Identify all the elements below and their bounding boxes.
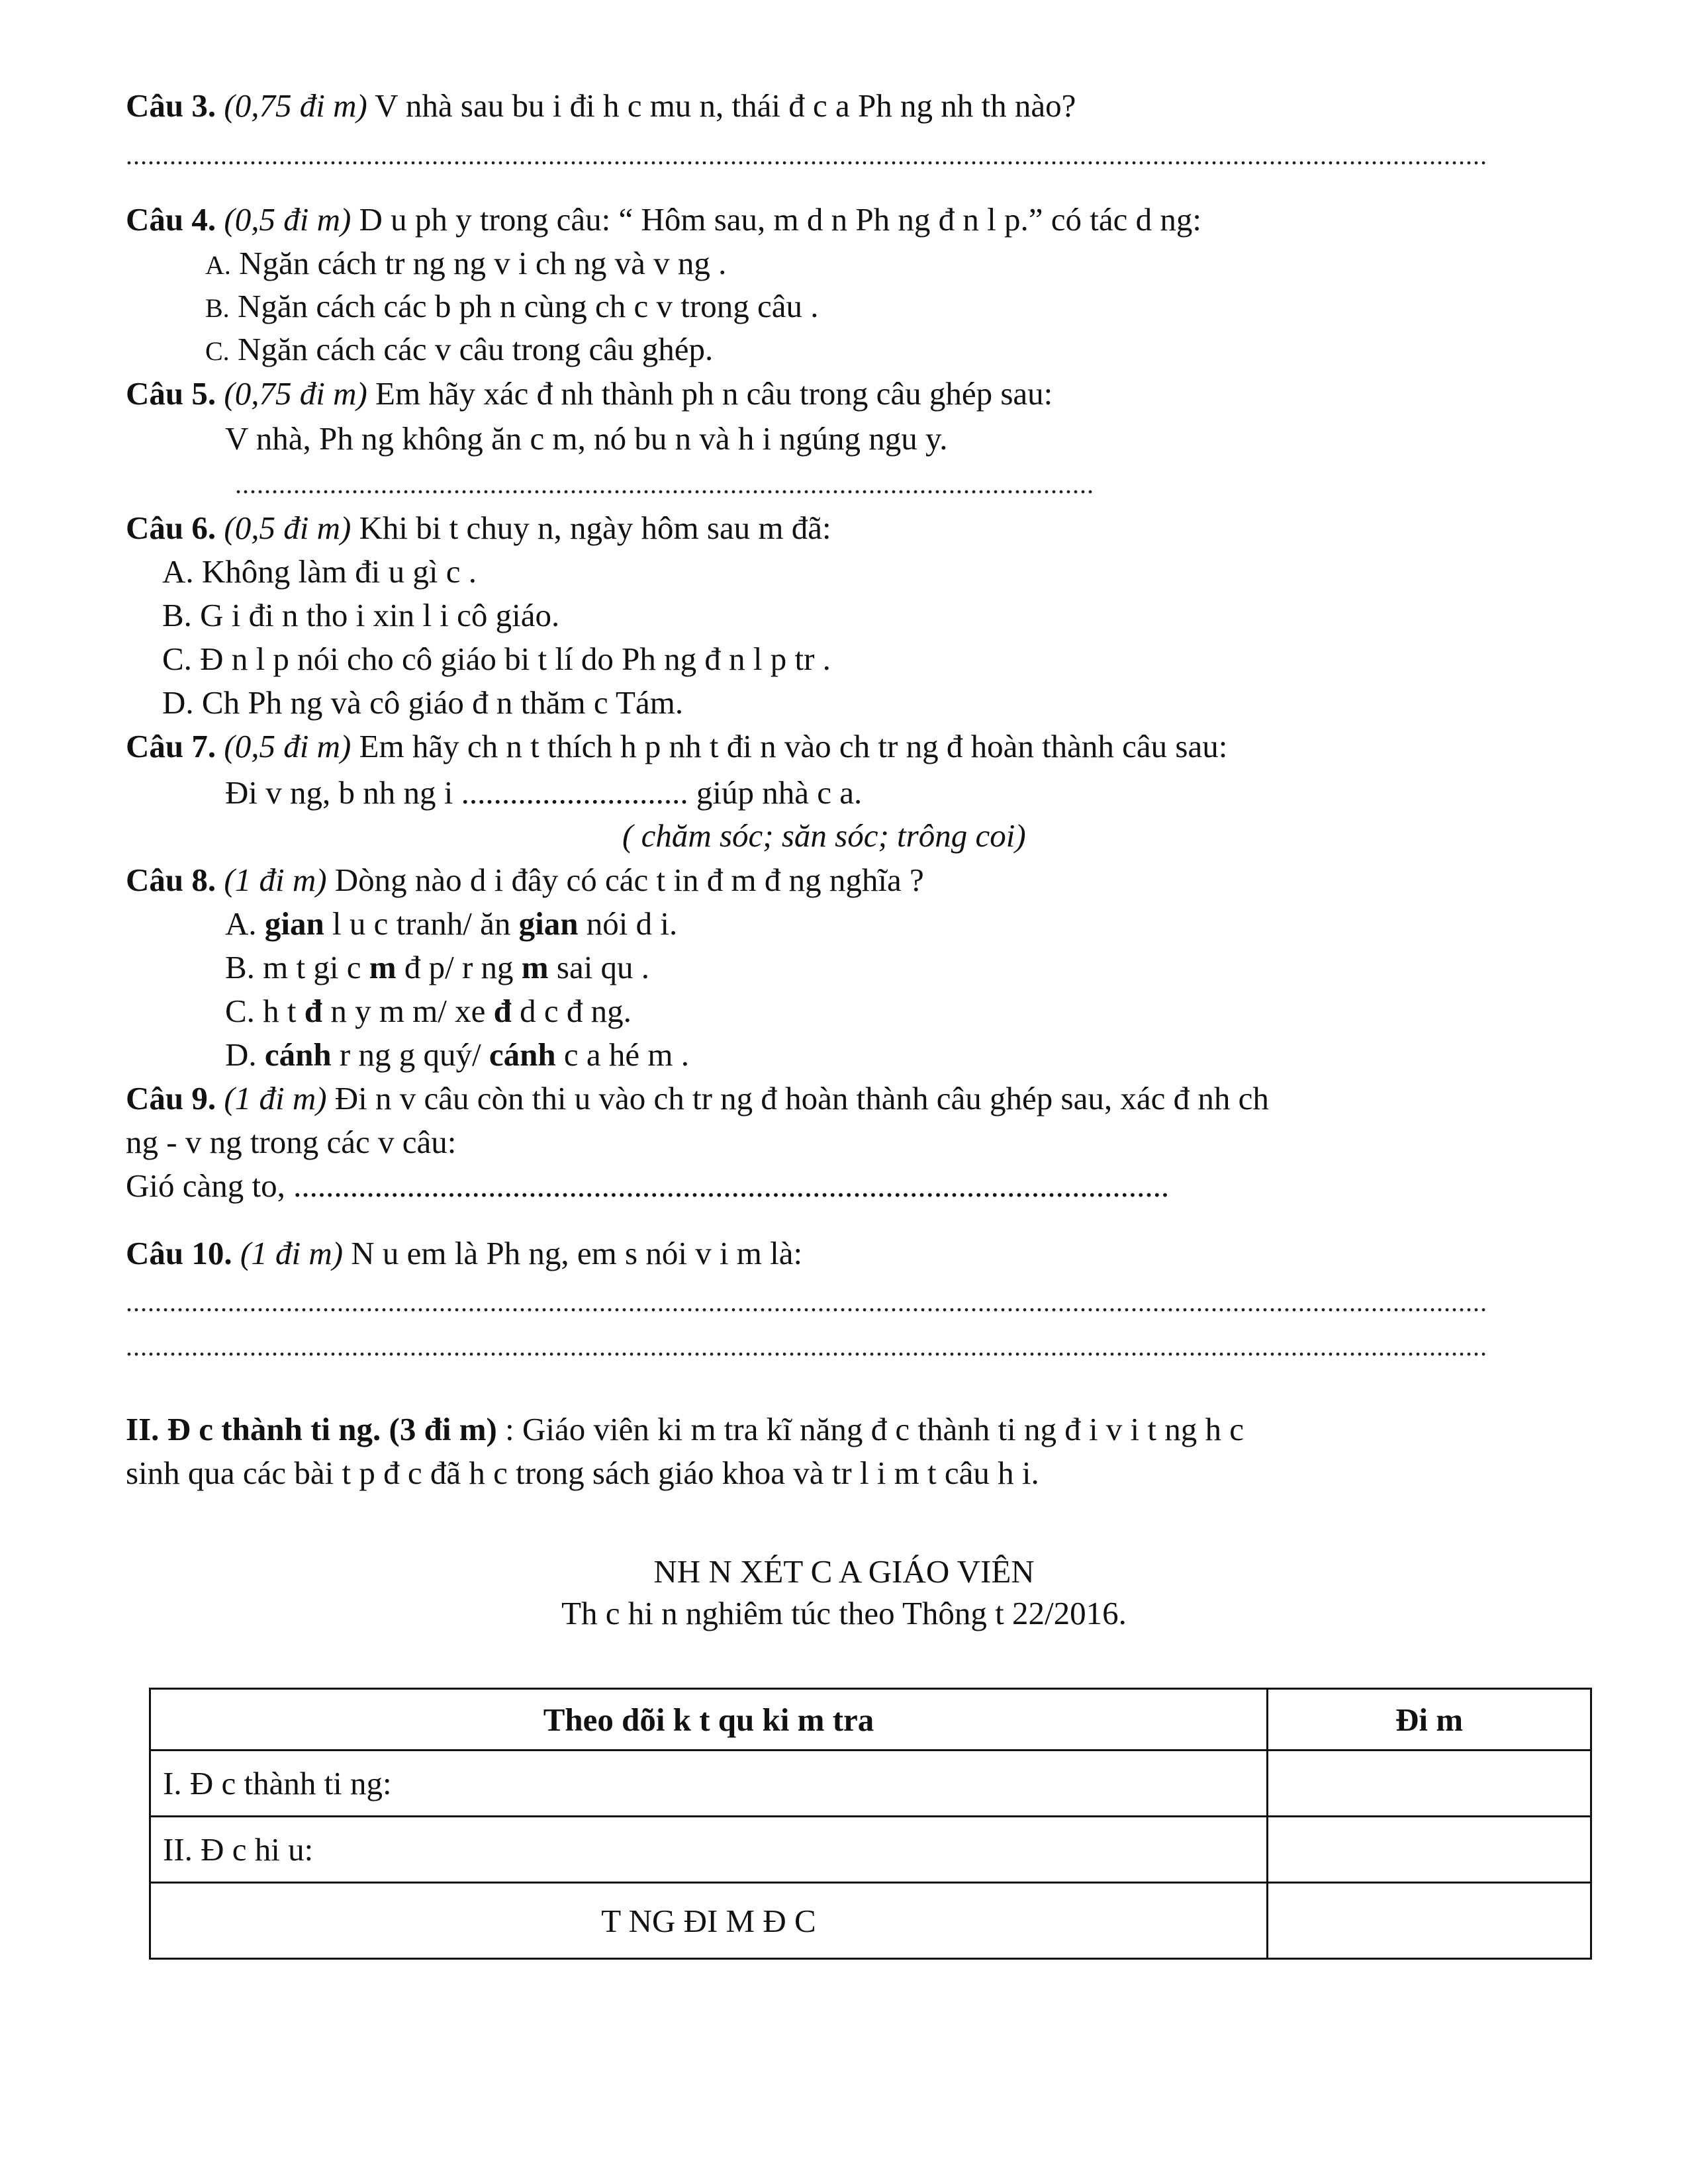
question-points: (1 đi m) <box>224 1080 327 1116</box>
question-text: Em hãy xác đ nh thành ph n câu trong câu ghép sau: <box>367 375 1053 412</box>
part-points: (3 đi m) <box>389 1411 497 1447</box>
question-text: D u ph y trong câu: “ Hôm sau, m d n Ph ng đ n l p.” có tác d ng: <box>351 201 1201 238</box>
question-text: Em hãy ch n t thích h p nh t đi n vào ch tr ng đ hoàn thành câu sau: <box>351 728 1228 764</box>
answer-dots: ........................................................................................................................................................................................... <box>126 142 1487 169</box>
table-row <box>150 1817 1591 1883</box>
part-text: : Giáo viên ki m tra kĩ năng đ c thành ti ng đ i v i t ng h c <box>496 1411 1244 1447</box>
option-c: C. Đ n l p nói cho cô giáo bi t lí do Ph ng đ n l p tr . <box>162 641 831 677</box>
word-choices: ( chăm sóc; săn sóc; trông coi) <box>622 817 1026 854</box>
option-d: D. cánh r ng g quý/ cánh c a hé m . <box>225 1036 689 1073</box>
question-text: Đi n v câu còn thi u vào ch tr ng đ hoàn thành câu ghép sau, xác đ nh ch <box>326 1080 1269 1116</box>
option-b: B. Ngăn cách các b ph n cùng ch c v trong câu . <box>205 288 819 324</box>
question-number: Câu 10. <box>126 1235 232 1271</box>
question-points: (0,5 đi m) <box>224 201 352 238</box>
question-5 <box>126 374 1053 414</box>
option-c: C. Ngăn cách các v câu trong câu ghép. <box>205 331 714 367</box>
answer-dots: ........................................................................................................................................................................................... <box>126 1334 1487 1360</box>
question-text: V nhà sau bu i đi h c mu n, thái đ c a Ph ng nh th nào? <box>367 87 1076 124</box>
question-points: (0,75 đi m) <box>224 87 367 124</box>
question-10 <box>126 1234 802 1273</box>
question-points: (0,75 đi m) <box>224 375 367 412</box>
question-points: (1 đi m) <box>224 862 327 898</box>
part-2-heading <box>126 1410 1244 1449</box>
fill-sentence: Gió càng to, ............................................................................................................ <box>126 1167 1170 1204</box>
question-number: Câu 4. <box>126 201 216 238</box>
teacher-comment-title: NH N XÉT C A GIÁO VIÊN <box>653 1553 1035 1590</box>
answer-dots: ........................................................................................................................................................................................... <box>126 1289 1487 1316</box>
question-text: Dòng nào d i đây có các t in đ m đ ng nghĩa ? <box>326 862 924 898</box>
question-9 <box>126 1079 1269 1118</box>
table-row <box>150 1751 1591 1817</box>
question-number: Câu 5. <box>126 375 216 412</box>
question-7 <box>126 727 1227 766</box>
question-number: Câu 3. <box>126 87 216 124</box>
score-cell[interactable] <box>1268 1751 1591 1817</box>
option-d: D. Ch Ph ng và cô giáo đ n thăm c Tám. <box>162 684 684 721</box>
question-points: (0,5 đi m) <box>224 510 352 546</box>
option-c: C. h t đ n y m m/ xe đ d c đ ng. <box>225 993 632 1029</box>
teacher-comment-subtitle: Th c hi n nghiêm túc theo Thông t 22/2016. <box>561 1595 1127 1631</box>
question-8 <box>126 860 924 900</box>
header-results: Theo dõi k t qu ki m tra <box>150 1689 1268 1751</box>
row-reading-comprehension: II. Đ c hi u: <box>150 1817 1268 1883</box>
question-6 <box>126 508 831 548</box>
part-2-text-continued: sinh qua các bài t p đ c đã h c trong sách giáo khoa và tr l i m t câu h i. <box>126 1455 1039 1491</box>
fill-sentence: Đi v ng, b nh ng i ............................ giúp nhà c a. <box>225 774 863 811</box>
table-row <box>150 1883 1591 1959</box>
table-header-row <box>150 1689 1591 1751</box>
answer-dots: ...................................................................................................................... <box>235 471 1094 498</box>
score-cell[interactable] <box>1268 1817 1591 1883</box>
question-3 <box>126 86 1076 126</box>
question-text: N u em là Ph ng, em s nói v i m là: <box>343 1235 803 1271</box>
option-b: B. G i đi n tho i xin l i cô giáo. <box>162 597 560 633</box>
grade-table <box>149 1688 1592 1960</box>
question-text: Khi bi t chuy n, ngày hôm sau m đã: <box>351 510 831 546</box>
option-a: A. Ngăn cách tr ng ng v i ch ng và v ng . <box>205 245 727 281</box>
option-a: A. gian l u c tranh/ ăn gian nói d i. <box>225 905 678 942</box>
question-text-continued: ng - v ng trong các v câu: <box>126 1124 457 1160</box>
row-total-reading-score: T NG ĐI M Đ C <box>150 1883 1268 1959</box>
option-b: B. m t gi c m đ p/ r ng m sai qu . <box>225 949 650 985</box>
score-cell[interactable] <box>1268 1883 1591 1959</box>
part-title: II. Đ c thành ti ng. <box>126 1411 381 1447</box>
question-points: (0,5 đi m) <box>224 728 352 764</box>
question-number: Câu 9. <box>126 1080 216 1116</box>
question-number: Câu 8. <box>126 862 216 898</box>
option-a: A. Không làm đi u gì c . <box>162 553 477 590</box>
header-score: Đi m <box>1268 1689 1591 1751</box>
question-number: Câu 6. <box>126 510 216 546</box>
question-4 <box>126 200 1201 240</box>
question-number: Câu 7. <box>126 728 216 764</box>
compound-sentence: V nhà, Ph ng không ăn c m, nó bu n và h i ngúng ngu y. <box>225 420 948 457</box>
row-reading-aloud: I. Đ c thành ti ng: <box>150 1751 1268 1817</box>
question-points: (1 đi m) <box>240 1235 344 1271</box>
